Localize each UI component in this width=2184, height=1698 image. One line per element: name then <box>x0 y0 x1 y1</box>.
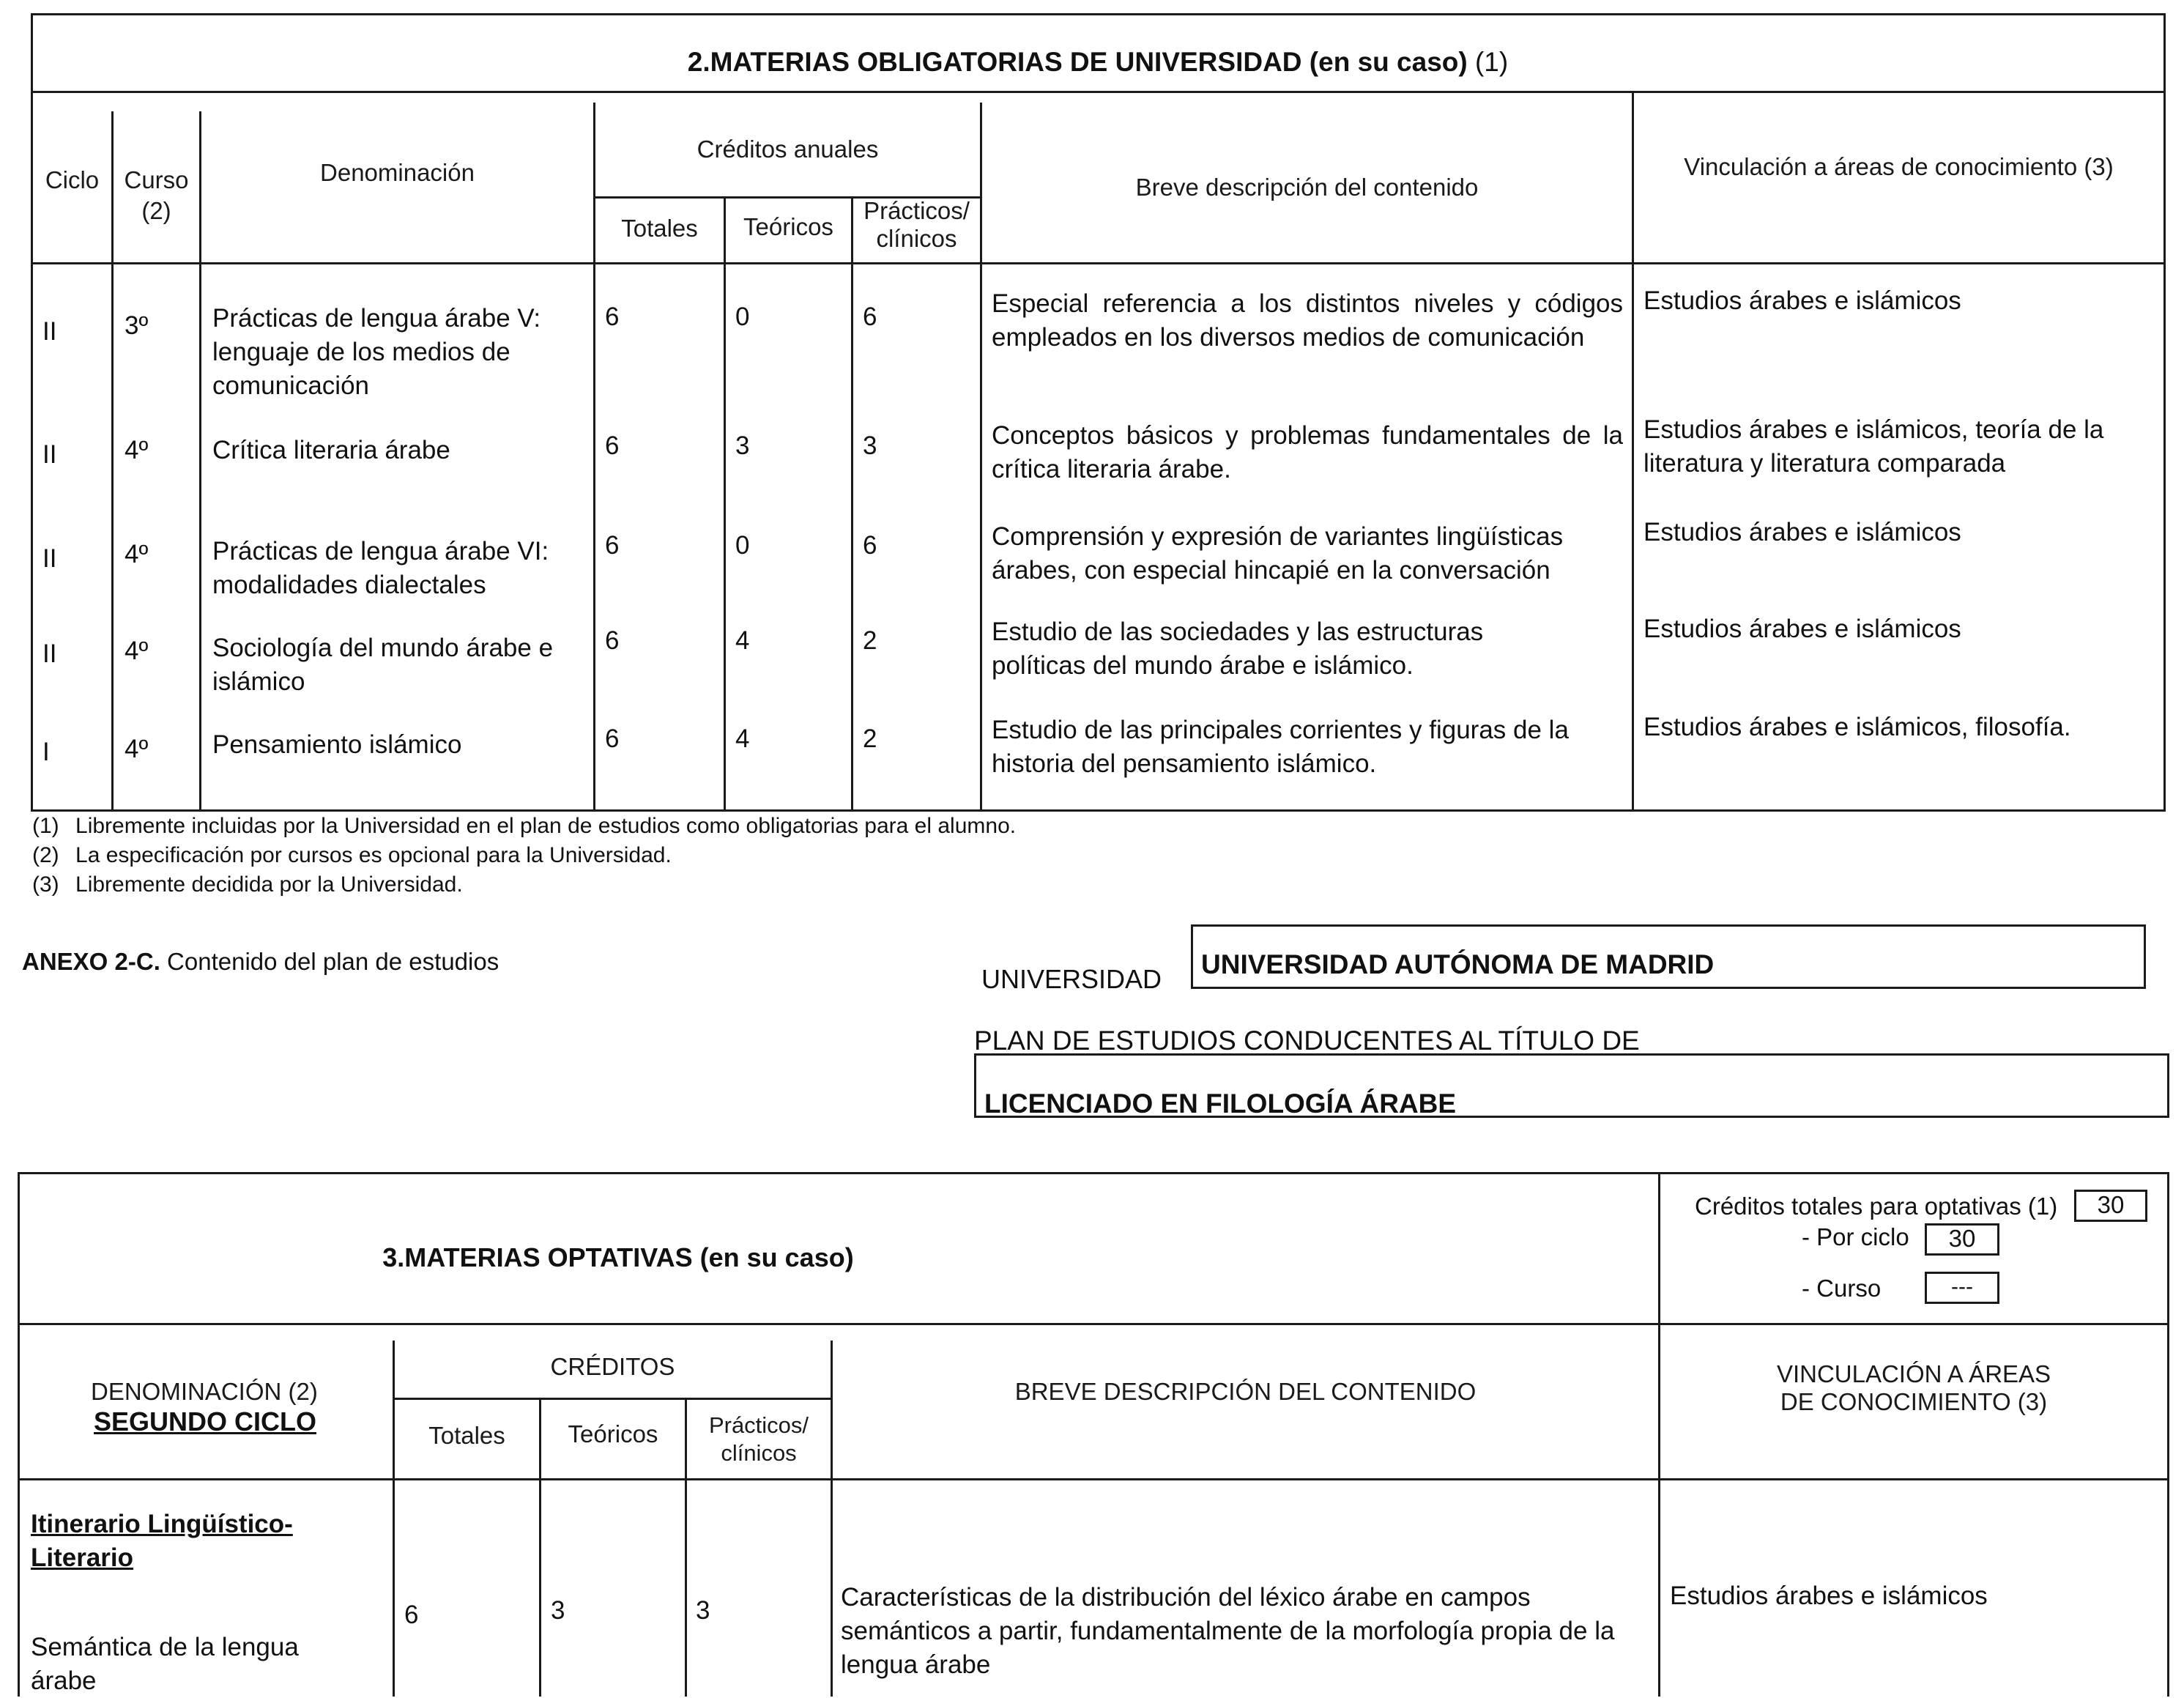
por-ciclo-value: 30 <box>1948 1225 1976 1252</box>
cell-practicos: 6 <box>863 303 877 331</box>
table1-col-line <box>724 196 726 812</box>
footnote-text: La especificación por cursos es opcional para la Universidad. <box>75 843 672 867</box>
universidad-value: UNIVERSIDAD AUTÓNOMA DE MADRID <box>1201 949 1715 979</box>
cell-descripcion: Especial referencia a los distintos niveles y códigos empleados en los diversos medios de comunicación <box>992 289 1623 352</box>
curso-value: --- <box>1951 1275 1973 1299</box>
header-practicos: Prácticos/ <box>708 1412 809 1438</box>
header-curso-note: (2) <box>141 197 171 224</box>
cell-curso: 3º <box>125 311 149 340</box>
table1-title-separator <box>31 91 2165 93</box>
header-clinicos: clínicos <box>721 1440 797 1466</box>
cell-vinculacion: Estudios árabes e islámicos <box>1670 1582 1988 1610</box>
cell-descripcion: Características de la distribución del léxico árabe en campos semánticos a partir, fundamentalmente de la morfología propia de la lengua árabe <box>841 1583 1615 1679</box>
header-teoricos: Teóricos <box>743 213 833 240</box>
table1-col-line <box>1632 91 1634 812</box>
header-clinicos: clínicos <box>876 225 957 252</box>
cell-practicos: 6 <box>863 531 877 560</box>
cell-denominacion: Pensamiento islámico <box>212 730 462 759</box>
plan-label: PLAN DE ESTUDIOS CONDUCENTES AL TÍTULO DE <box>974 1026 1640 1056</box>
cell-curso: 4º <box>125 637 149 665</box>
cell-denominacion: Prácticas de lengua árabe VI: modalidades dialectales <box>212 537 549 599</box>
cell-ciclo: II <box>42 317 57 346</box>
annex-title <box>22 945 499 979</box>
cell-teoricos: 4 <box>735 626 750 655</box>
header-practicos: Prácticos/ <box>863 197 970 224</box>
table1-col-line <box>199 111 201 812</box>
footnote-number: (2) <box>32 843 59 867</box>
header-vinculacion-2: DE CONOCIMIENTO (3) <box>1780 1388 2048 1415</box>
cell-ciclo: I <box>42 738 50 766</box>
table2-right-border <box>2167 1172 2169 1697</box>
footnote <box>32 841 672 870</box>
cell-vinculacion: Estudios árabes e islámicos, filosofía. <box>1643 713 2071 741</box>
por-ciclo-label: - Por ciclo <box>1802 1223 1909 1250</box>
curso-label: - Curso <box>1802 1275 1882 1302</box>
header-creditos-anuales: Créditos anuales <box>697 136 879 163</box>
table1-header-separator <box>31 262 2165 264</box>
cell-ciclo: II <box>42 639 57 668</box>
cell-totales: 6 <box>605 303 620 331</box>
cell-practicos: 2 <box>863 724 877 753</box>
table1-right-border <box>2163 13 2166 812</box>
creditos-totales-label: Créditos totales para optativas (1) <box>1695 1193 2058 1220</box>
cell-descripcion: Comprensión y expresión de variantes lingüísticas árabes, con especial hincapié en la conversación <box>992 522 1564 585</box>
titulo-value: LICENCIADO EN FILOLOGÍA ÁRABE <box>984 1089 1457 1119</box>
header-descripcion: BREVE DESCRIPCIÓN DEL CONTENIDO <box>1014 1378 1477 1405</box>
cell-denominacion: Sociología del mundo árabe e islámico <box>212 634 554 696</box>
cell-curso: 4º <box>125 436 149 464</box>
table2-col-line <box>393 1341 395 1697</box>
footnote <box>32 870 463 900</box>
cell-vinculacion: Estudios árabes e islámicos <box>1643 518 1961 546</box>
cell-curso: 4º <box>125 735 149 763</box>
header-teoricos: Teóricos <box>568 1420 658 1447</box>
cell-teoricos: 4 <box>735 724 750 753</box>
footnote-text: Libremente incluidas por la Universidad en el plan de estudios como obligatorias para el alumno. <box>75 814 1017 838</box>
cell-practicos: 3 <box>863 431 877 460</box>
table2-title: 3.MATERIAS OPTATIVAS (en su caso) <box>382 1242 854 1272</box>
cell-denominacion: Crítica literaria árabe <box>212 436 450 464</box>
cell-teoricos: 0 <box>735 531 750 560</box>
table1-col-line <box>980 103 982 812</box>
table2-col-line <box>1658 1172 1660 1697</box>
cell-practicos: 2 <box>863 626 877 655</box>
table1-title-text: 2.MATERIAS OBLIGATORIAS DE UNIVERSIDAD (en su caso) <box>687 47 1468 77</box>
header-totales: Totales <box>428 1422 505 1449</box>
cell-totales: 6 <box>404 1601 419 1629</box>
footnote <box>32 812 1016 841</box>
header-vinculacion-1: VINCULACIÓN A ÁREAS <box>1776 1360 2051 1387</box>
header-denominacion: Denominación <box>320 159 475 186</box>
header-ciclo: Ciclo <box>45 166 100 193</box>
cell-descripcion: Conceptos básicos y problemas fundamentales de la crítica literaria árabe. <box>992 421 1623 483</box>
footnote-number: (3) <box>32 872 59 897</box>
cell-vinculacion: Estudios árabes e islámicos <box>1643 286 1961 315</box>
cell-vinculacion: Estudios árabes e islámicos <box>1643 615 1961 643</box>
cell-descripcion: Estudio de las sociedades y las estructuras políticas del mundo árabe e islámico. <box>992 618 1484 680</box>
table2-header-separator <box>18 1478 2169 1480</box>
cell-vinculacion: Estudios árabes e islámicos, teoría de la literatura y literatura comparada <box>1643 415 2104 478</box>
table1-left-border <box>31 13 33 812</box>
table1-title <box>31 45 2165 79</box>
table1-top-border <box>31 13 2165 15</box>
cell-totales: 6 <box>605 431 620 460</box>
cell-denominacion: Prácticas de lengua árabe V: lenguaje de los medios de comunicación <box>212 304 541 400</box>
cell-teoricos: 0 <box>735 303 750 331</box>
annex-text: Contenido del plan de estudios <box>167 948 499 975</box>
header-curso: Curso <box>124 166 189 193</box>
header-segundo-ciclo: SEGUNDO CICLO <box>94 1406 317 1436</box>
table2-title-separator <box>18 1323 2169 1325</box>
cell-totales: 6 <box>605 531 620 560</box>
table1-title-note: (1) <box>1474 47 1509 77</box>
creditos-totales-value: 30 <box>2097 1191 2125 1218</box>
cell-ciclo: II <box>42 544 57 573</box>
annex-label: ANEXO 2-C. <box>22 948 160 975</box>
cell-practicos: 3 <box>696 1596 710 1625</box>
cell-teoricos: 3 <box>551 1596 565 1625</box>
header-totales: Totales <box>621 215 698 242</box>
itinerario-heading: Itinerario Lingüístico-Literario <box>31 1510 293 1572</box>
cell-ciclo: II <box>42 440 57 469</box>
table2-credits-subheader-line <box>393 1398 831 1400</box>
universidad-label: UNIVERSIDAD <box>981 964 1162 994</box>
header-descripcion: Breve descripción del contenido <box>1135 174 1479 201</box>
table1-col-line <box>593 103 595 812</box>
footnote-text: Libremente decidida por la Universidad. <box>75 872 463 897</box>
table2-top-border <box>18 1172 2169 1174</box>
table1-col-line <box>851 196 853 812</box>
cell-descripcion: Estudio de las principales corrientes y figuras de la historia del pensamiento islámico. <box>992 716 1569 778</box>
cell-totales: 6 <box>605 724 620 753</box>
cell-curso: 4º <box>125 540 149 568</box>
cell-totales: 6 <box>605 626 620 655</box>
header-vinculacion: Vinculación a áreas de conocimiento (3) <box>1684 153 2114 180</box>
header-denominacion: DENOMINACIÓN (2) <box>91 1378 318 1405</box>
header-creditos: CRÉDITOS <box>550 1353 675 1380</box>
cell-denominacion: Semántica de la lengua árabe <box>31 1633 299 1695</box>
cell-teoricos: 3 <box>735 431 750 460</box>
footnote-number: (1) <box>32 814 59 838</box>
